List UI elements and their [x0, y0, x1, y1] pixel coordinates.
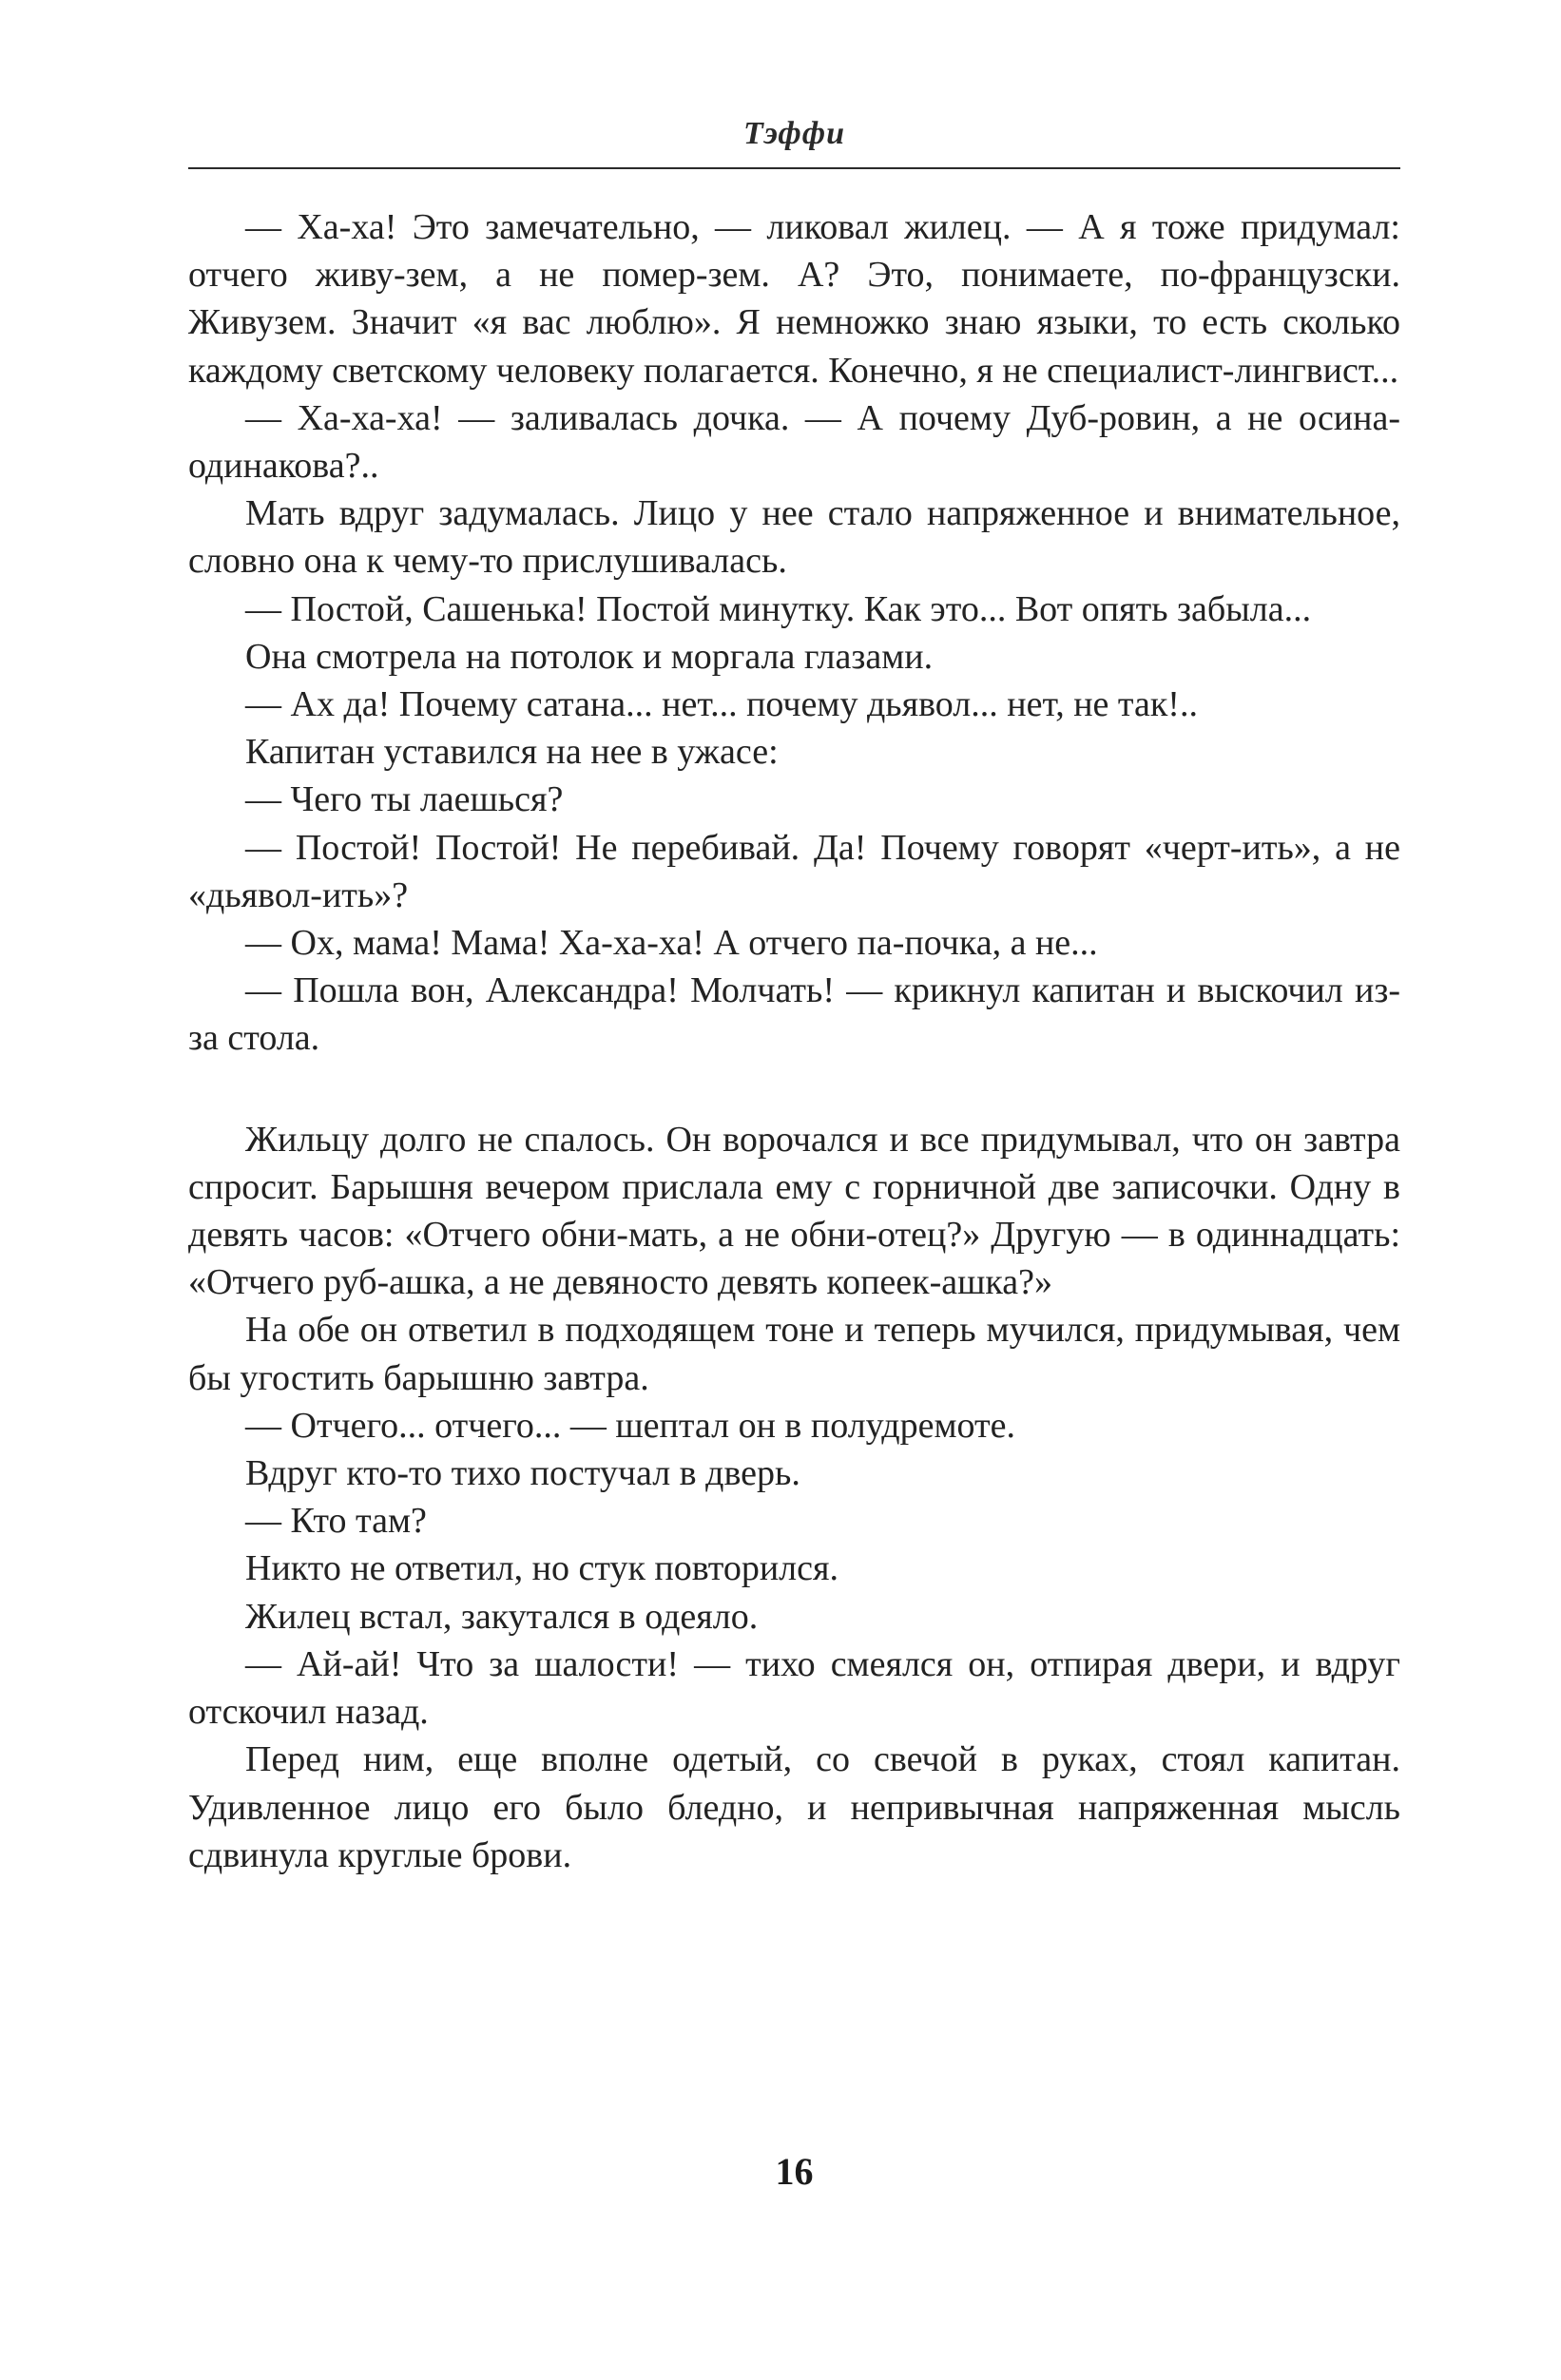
paragraph: — Кто там?	[245, 1501, 427, 1542]
paragraph: — Чего ты лаешься?	[245, 779, 564, 820]
paragraph: Жильцу долго не спалось. Он ворочался и все придумывал, что он завтра спросит. Барышня вечером прислала ему с горничной две записочки. Одну в девять часов: «Отчего обни-мать, а не обни-отец?» Другую — в одиннадцать: «Отчего руб-ашка, а не девяносто девять копеек-ашка?»	[188, 1119, 1400, 1303]
book-page	[188, 105, 1400, 2291]
paragraph: — Ох, мама! Мама! Ха-ха-ха! А отчего па-почка, а не...	[245, 923, 1098, 964]
paragraph: — Ай-ай! Что за шалости! — тихо смеялся он, отпирая двери, и вдруг отскочил назад.	[188, 1643, 1400, 1733]
paragraph: Никто не ответил, но стук повторился.	[245, 1548, 838, 1589]
paragraph: — Постой, Сашенька! Постой минутку. Как это... Вот опять забыла...	[245, 588, 1312, 629]
paragraph: На обе он ответил в подходящем тоне и теперь мучился, придумывая, чем бы угостить барышню завтра.	[188, 1310, 1400, 1398]
header-rule	[188, 167, 1400, 169]
paragraph: — Пошла вон, Александра! Молчать! — крикнул капитан и выскочил из-за стола.	[188, 970, 1400, 1059]
paragraph: Она смотрела на потолок и моргала глазами.	[245, 636, 934, 677]
paragraph: Мать вдруг задумалась. Лицо у нее стало напряженное и внимательное, словно она к чему-то прислушивалась.	[188, 493, 1400, 582]
paragraph: Капитан уставился на нее в ужасе:	[245, 732, 779, 773]
paragraph: — Ха-ха-ха! — заливалась дочка. — А почему Дуб-ровин, а не осина-одинакова?..	[188, 397, 1400, 487]
paragraph: Жилец встал, закутался в одеяло.	[245, 1596, 759, 1637]
paragraph: Вдруг кто-то тихо постучал в дверь.	[245, 1453, 800, 1494]
paragraph: — Ха-ха! Это замечательно, — ликовал жилец. — А я тоже придумал: отчего живу-зем, а не помер-зем. А? Это, понимаете, по-французски. Живузем. Значит «я вас люблю». Я немножко знаю языки, то есть сколько каждому светскому человеку полагается. Конечно, я не специалист-лингвист...	[188, 207, 1400, 391]
paragraph: — Отчего... отчего... — шептал он в полудремоте.	[245, 1405, 1015, 1446]
paragraph: — Постой! Постой! Не перебивай. Да! Почему говорят «черт-ить», а не «дьявол-ить»?	[188, 827, 1400, 915]
running-title: Тэффи	[742, 116, 846, 151]
body-text	[188, 203, 1400, 1879]
page-number: 16	[775, 2150, 814, 2193]
paragraph: — Ах да! Почему сатана... нет... почему дьявол... нет, не так!..	[245, 684, 1198, 725]
paragraph: Перед ним, еще вполне одетый, со свечой в руках, стоял капитан. Удивленное лицо его было бледно, и непривычная напряженная мысль сдвинула круглые брови.	[188, 1739, 1400, 1875]
